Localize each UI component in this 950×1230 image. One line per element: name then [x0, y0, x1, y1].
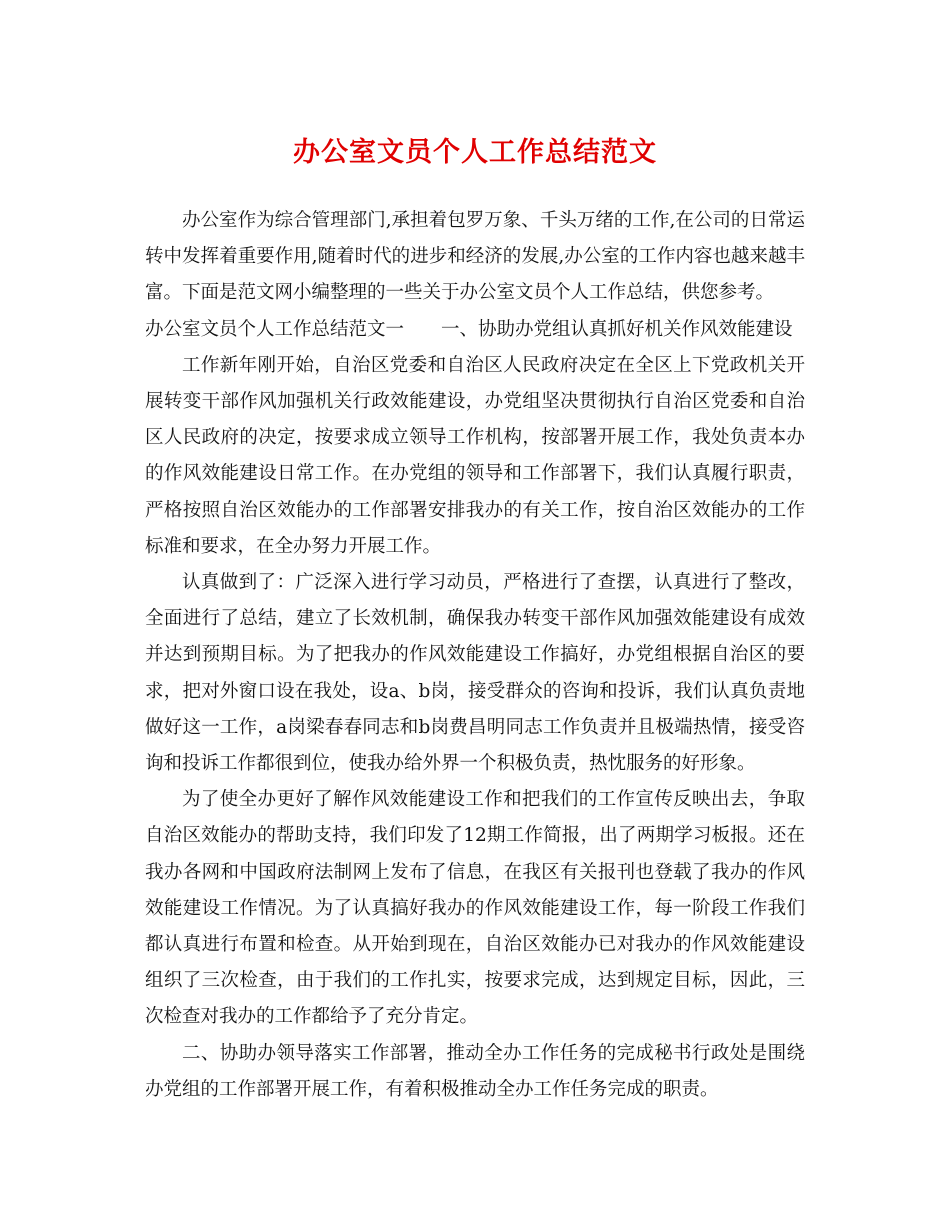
document-body [145, 203, 805, 1108]
paragraph-intro: 办公室作为综合管理部门,承担着包罗万象、千头万绪的工作,在公司的日常运转中发挥着重要作用,随着时代的进步和经济的发展,办公室的工作内容也越来越丰富。下面是范文网小编整理的一些关于办公室文员个人工作总结，供您参考。 [145, 210, 805, 304]
paragraph-4: 二、协助办领导落实工作部署，推动全办工作任务的完成秘书行政处是围绕办党组的工作部署开展工作，有着积极推动全办工作任务完成的职责。 [145, 1042, 805, 1100]
paragraph-2: 认真做到了：广泛深入进行学习动员，严格进行了查摆，认真进行了整改，全面进行了总结，建立了长效机制，确保我办转变干部作风加强效能建设有成效并达到预期目标。为了把我办的作风效能建设工作搞好，办党组根据自治区的要求，把对外窗口设在我处，设a、b岗，接受群众的咨询和投诉，我们认真负责地做好这一工作，a岗梁春春同志和b岗费昌明同志工作负责并且极端热情，接受咨询和投诉工作都很到位，使我办给外界一个积极负责，热忱服务的好形象。 [145, 572, 805, 775]
paragraph-1: 工作新年刚开始，自治区党委和自治区人民政府决定在全区上下党政机关开展转变干部作风加强机关行政效能建设，办党组坚决贯彻执行自治区党委和自治区人民政府的决定，按要求成立领导工作机构，按部署开展工作，我处负责本办的作风效能建设日常工作。在办党组的领导和工作部署下，我们认真履行职责，严格按照自治区效能办的工作部署安排我办的有关工作，按自治区效能办的工作标准和要求，在全办努力开展工作。 [145, 354, 805, 557]
document-title: 办公室文员个人工作总结范文 [293, 137, 657, 168]
paragraph-3: 为了使全办更好了解作风效能建设工作和把我们的工作宣传反映出去，争取自治区效能办的帮助支持，我们印发了12期工作简报，出了两期学习板报。还在我办各网和中国政府法制网上发布了信息，在我区有关报刊也登载了我办的作风效能建设工作情况。为了认真搞好我办的作风效能建设工作，每一阶段工作我们都认真进行布置和检查。从开始到现在，自治区效能办已对我办的作风效能建设组织了三次检查，由于我们的工作扎实，按要求完成，达到规定目标，因此，三次检查对我办的工作都给予了充分肯定。 [145, 789, 805, 1028]
section-heading-1: 办公室文员个人工作总结范文一 一、协助办党组认真抓好机关作风效能建设 [145, 318, 793, 340]
